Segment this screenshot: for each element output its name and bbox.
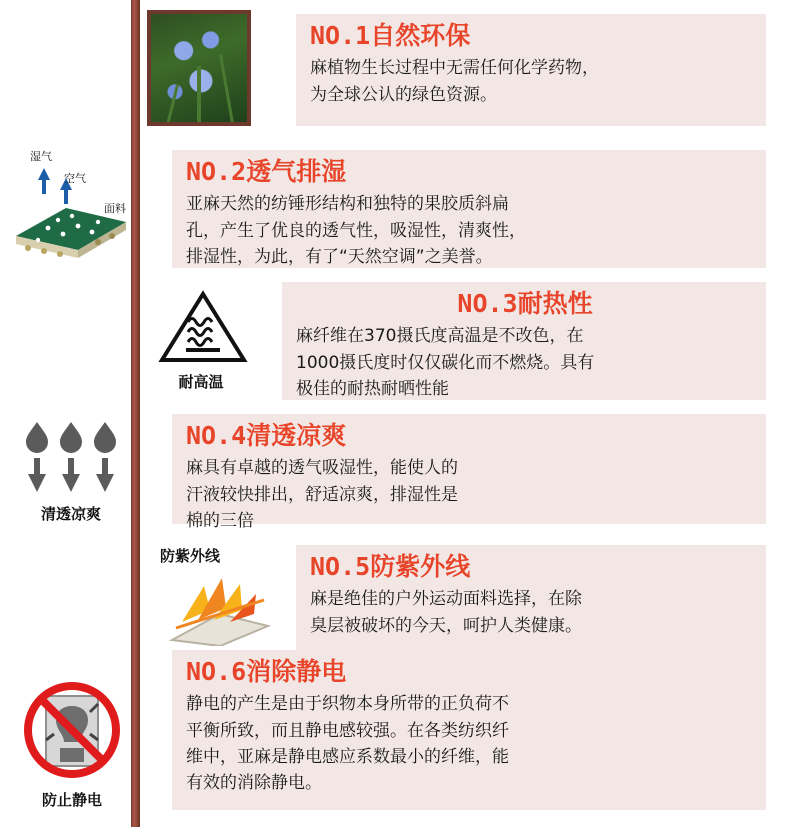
no6-text-panel [172, 650, 766, 810]
no6-line-1: 静电的产生是由于织物本身所带的正负荷不 [186, 694, 509, 715]
no2-line-3: 排湿性，为此，有了“天然空调”之美誉。 [186, 246, 493, 267]
no3-text-panel [282, 282, 766, 400]
no5-line-2: 臭层被破坏的今天，呵护人类健康。 [310, 615, 582, 636]
no5-text-panel [296, 545, 766, 653]
no3-line-2: 1000摄氏度时仅仅碳化而不燃烧。具有 [296, 352, 595, 373]
no3-icon-caption: 耐高温 [178, 373, 224, 391]
cool-breathable-icon [12, 418, 130, 524]
no5-headline: NO.5防紫外线 [310, 552, 471, 581]
no1-text-panel [296, 14, 766, 126]
no1-line-1: 麻植物生长过程中无需任何化学药物， [310, 58, 599, 79]
no2-line-2: 孔，产生了优良的透气性，吸湿性，清爽性， [186, 220, 526, 241]
label-fabric: 面料 [104, 202, 126, 215]
fabric-breathability-icon [8, 150, 134, 260]
uv-rays-svg [164, 570, 276, 646]
no2-headline: NO.2透气排湿 [186, 157, 347, 186]
no4-headline: NO.4清透凉爽 [186, 421, 347, 450]
no4-line-2: 汗液较快排出，舒适凉爽，排湿性是 [186, 484, 458, 505]
no4-line-3: 棉的三倍 [186, 510, 254, 531]
no3-line-3: 极佳的耐热耐晒性能 [296, 378, 449, 399]
no1-headline: NO.1自然环保 [310, 21, 471, 50]
no4-text-panel [172, 414, 766, 531]
no6-line-4: 有效的消除静电。 [186, 773, 322, 794]
no6-line-2: 平衡所致，而且静电感较强。在各类纺织纤 [186, 720, 509, 741]
flower-photo-icon [147, 10, 251, 126]
no3-line-1: 麻纤维在370摄氏度高温是不改色，在 [296, 326, 584, 347]
no-static-svg [20, 678, 124, 782]
label-moisture: 湿气 [30, 150, 52, 163]
heat-triangle-svg [158, 290, 248, 364]
no2-text-panel [172, 150, 766, 268]
uv-protection-icon [160, 545, 280, 651]
no-static-icon [14, 678, 130, 810]
no6-icon-caption: 防止静电 [41, 791, 102, 809]
no4-line-1: 麻具有卓越的透气吸湿性，能使人的 [186, 458, 458, 479]
no5-line-1: 麻是绝佳的户外运动面料选择，在除 [310, 589, 582, 610]
no6-headline: NO.6消除静电 [186, 657, 347, 686]
no4-icon-caption: 清透凉爽 [40, 505, 101, 523]
no1-line-2: 为全球公认的绿色资源。 [310, 84, 497, 105]
heat-resistance-icon [148, 290, 258, 392]
label-air: 空气 [64, 172, 86, 185]
no5-top-label: 防紫外线 [160, 547, 221, 565]
vertical-spine-divider [131, 0, 140, 827]
no6-line-3: 维中，亚麻是静电感应系数最小的纤维，能 [186, 746, 509, 767]
no3-headline: NO.3耐热性 [457, 289, 593, 318]
no2-line-1: 亚麻天然的纺锤形结构和独特的果胶质斜扁 [186, 194, 509, 215]
droplets-arrows-svg [15, 418, 127, 494]
